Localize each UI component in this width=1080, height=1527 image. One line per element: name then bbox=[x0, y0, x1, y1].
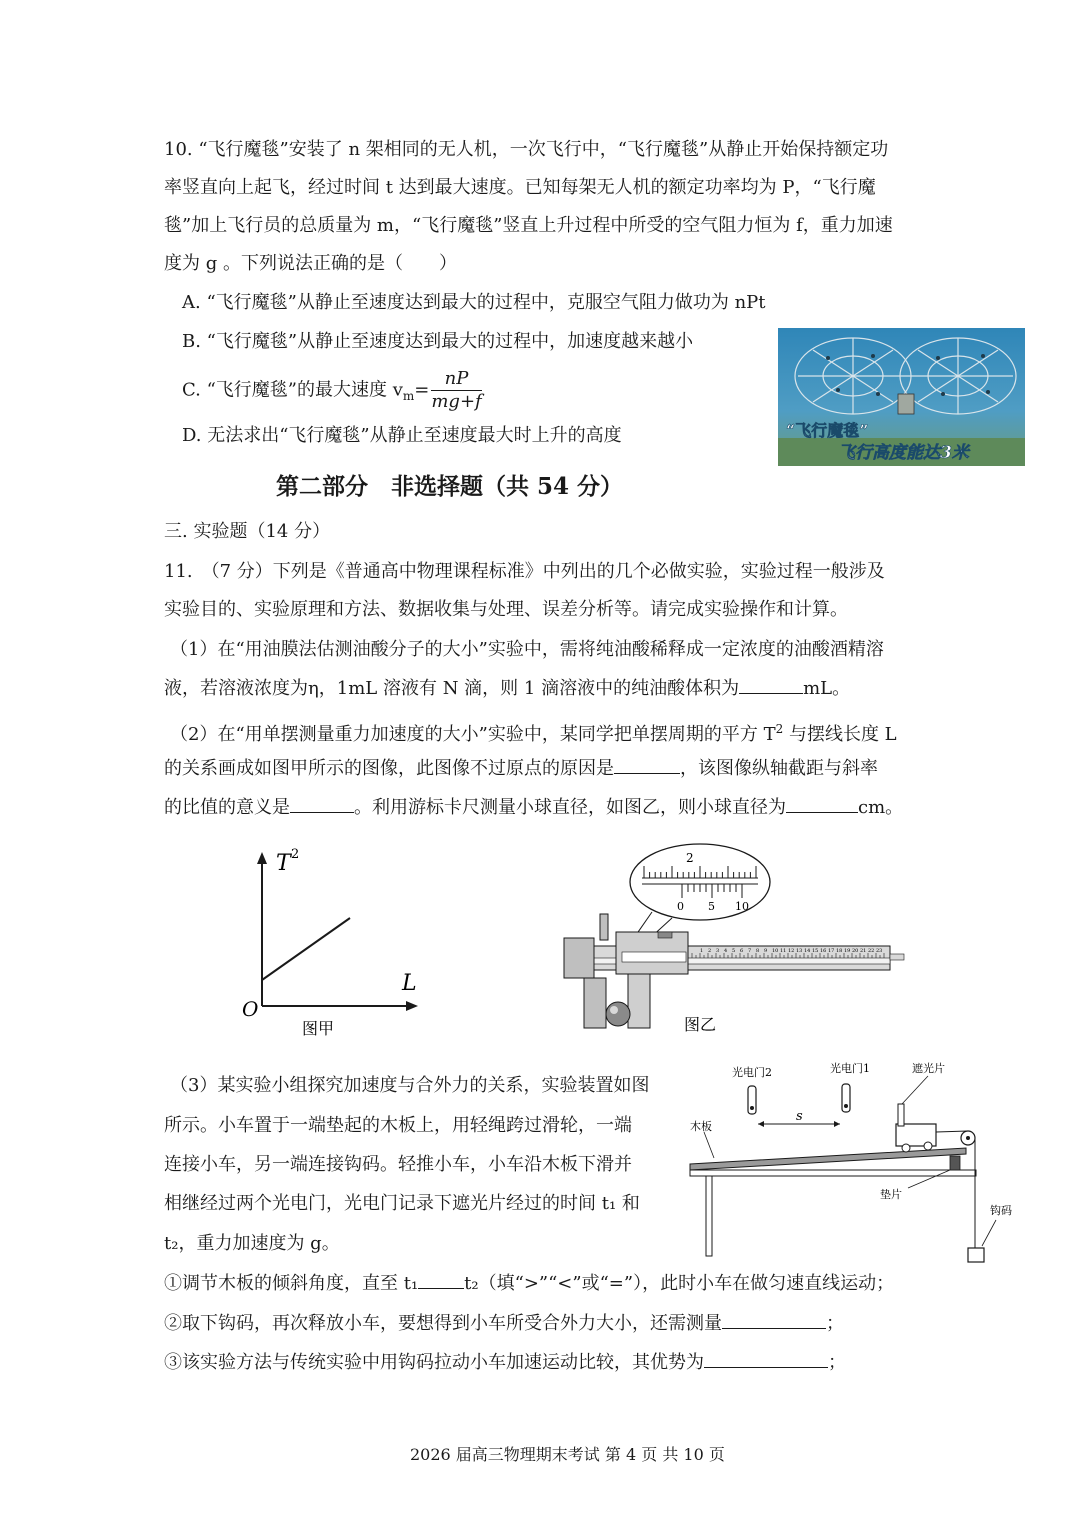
beam-scale-number: 11 bbox=[780, 948, 787, 954]
beam-scale-number: 4 bbox=[724, 948, 728, 954]
small-ball bbox=[606, 1002, 630, 1026]
beam-scale-number: 15 bbox=[812, 948, 819, 954]
p2-line3-c: cm。 bbox=[858, 797, 904, 818]
gate1-label: 光电门1 bbox=[830, 1062, 870, 1075]
answer-blank-advantage[interactable] bbox=[704, 1351, 828, 1368]
q10-option-d: D. 无法求出“飞行魔毯”从静止至速度最大时上升的高度 bbox=[182, 425, 622, 446]
beam-scale-number: 7 bbox=[748, 948, 752, 954]
beam-scale-number: 10 bbox=[772, 948, 779, 954]
beam-scale-number: 13 bbox=[796, 948, 803, 954]
vernier-label-5: 5 bbox=[708, 900, 715, 913]
beam-scale-number: 3 bbox=[716, 948, 720, 954]
section3-heading: 三. 实验题（14 分） bbox=[164, 521, 331, 542]
weight-label: 钩码 bbox=[990, 1204, 1012, 1217]
beam-scale-number: 6 bbox=[740, 948, 744, 954]
option-c-fraction bbox=[431, 368, 481, 413]
fraction-denominator: mg+f bbox=[431, 391, 482, 412]
q11-p1-line2 bbox=[164, 677, 850, 701]
step1-b: t₂（填“>”“<”或“=”），此时小车在做匀速直线运动； bbox=[464, 1273, 895, 1294]
beam-scale-number: 19 bbox=[844, 948, 851, 954]
flying-carpet-photo bbox=[778, 328, 1025, 466]
hook-weight bbox=[968, 1248, 984, 1262]
p2-line2-b: ，该图像纵轴截距与斜率 bbox=[680, 758, 878, 779]
p1-text-a: 液，若溶液浓度为η，1mL 溶液有 N 滴，则 1 滴溶液中的纯油酸体积为 bbox=[164, 678, 740, 699]
pad-label: 垫片 bbox=[880, 1188, 902, 1201]
t2-l-line bbox=[262, 918, 350, 980]
x-axis-label: L bbox=[402, 971, 417, 996]
shading-plate bbox=[898, 1104, 904, 1126]
pad-block bbox=[950, 1156, 960, 1170]
photo-caption-1: “飞行魔毯” bbox=[786, 421, 869, 440]
q10-line2: 率竖直向上起飞，经过时间 t 达到最大速度。已知每架无人机的额定功率均为 P，“飞行魔 bbox=[164, 177, 876, 198]
origin-label: O bbox=[242, 997, 259, 1021]
q11-p3-step1 bbox=[164, 1272, 894, 1296]
main-scale-label: 2 bbox=[686, 851, 694, 865]
gate2-label: 光电门2 bbox=[732, 1066, 772, 1079]
q11-p3-line1: （3）某实验小组探究加速度与合外力的关系，实验装置如图 bbox=[170, 1075, 650, 1096]
step3-a: ③该实验方法与传统实验中用钩码拉动小车加速运动比较，其优势为 bbox=[164, 1352, 704, 1373]
p1-text-b: mL。 bbox=[803, 678, 851, 699]
shade-label: 遮光片 bbox=[912, 1062, 945, 1075]
wooden-board bbox=[690, 1148, 966, 1170]
beam-scale-number: 9 bbox=[764, 948, 768, 954]
photo-caption-2: 飞行高度能达3米 bbox=[838, 443, 969, 463]
beam-scale-number: 12 bbox=[788, 948, 795, 954]
figure-jia-caption: 图甲 bbox=[302, 1019, 335, 1038]
q10-option-b: B. “飞行魔毯”从静止至速度达到最大的过程中，加速度越来越小 bbox=[182, 331, 694, 352]
movable-jaw bbox=[628, 974, 650, 1028]
p2-text-b: 与摆线长度 L bbox=[783, 724, 897, 745]
q11-line2: 实验目的、实验原理和方法、数据收集与处理、误差分析等。请完成实验操作和计算。 bbox=[164, 599, 848, 620]
zoom-bubble bbox=[630, 844, 770, 920]
option-c-sub: m bbox=[402, 389, 415, 404]
answer-blank-measure[interactable] bbox=[722, 1312, 826, 1329]
y-axis-arrow-icon bbox=[257, 852, 267, 864]
answer-blank-oleic-volume[interactable] bbox=[739, 677, 803, 694]
q10-line3: 毯”加上飞行员的总质量为 m，“飞行魔毯”竖直上升过程中所受的空气阻力恒为 f，重力加速 bbox=[164, 215, 893, 236]
fixed-jaw bbox=[584, 978, 606, 1028]
beam-scale-number: 8 bbox=[756, 948, 760, 954]
p2-line2-a: 的关系画成如图甲所示的图像，此图像不过原点的原因是 bbox=[164, 758, 614, 779]
beam-scale-number: 21 bbox=[860, 948, 867, 954]
page-footer: 2026 届高三物理期末考试 第 4 页 共 10 页 bbox=[410, 1445, 725, 1464]
fraction-numerator: nP bbox=[431, 368, 481, 391]
p2-line3-a: 的比值的意义是 bbox=[164, 797, 290, 818]
answer-blank-diameter[interactable] bbox=[786, 796, 858, 813]
p2-line3-b: 。利用游标卡尺测量小球直径，如图乙，则小球直径为 bbox=[354, 797, 786, 818]
answer-blank-reason[interactable] bbox=[614, 757, 680, 774]
q11-p3-line3: 连接小车，另一端连接钩码。轻推小车，小车沿木板下滑并 bbox=[164, 1154, 632, 1175]
beam-scale-number: 23 bbox=[876, 948, 883, 954]
figure-jia-graph bbox=[230, 840, 430, 1040]
step2-a: ②取下钩码，再次释放小车，要想得到小车所受合外力大小，还需测量 bbox=[164, 1313, 722, 1334]
q11-line1: 11. （7 分）下列是《普通高中物理课程标准》中列出的几个必做实验，实验过程一般涉及 bbox=[164, 561, 885, 582]
beam-scale-number: 20 bbox=[852, 948, 859, 954]
q11-p3-line4: 相继经过两个光电门，光电门记录下遮光片经过的时间 t₁ 和 bbox=[164, 1193, 640, 1214]
beam-scale-number: 16 bbox=[820, 948, 827, 954]
board-label: 木板 bbox=[690, 1120, 712, 1133]
q11-p3-step3 bbox=[164, 1351, 846, 1375]
figure-experiment-setup bbox=[684, 1060, 1024, 1270]
figure-yi-caliper bbox=[560, 840, 910, 1040]
q10-option-c bbox=[182, 368, 482, 413]
q10-line1: 10. “飞行魔毯”安装了 n 架相同的无人机，一次飞行中，“飞行魔毯”从静止开始保持额定功 bbox=[164, 139, 889, 160]
step3-b: ； bbox=[828, 1352, 846, 1373]
distance-s-label: s bbox=[796, 1109, 803, 1124]
beam-scale-number: 18 bbox=[836, 948, 843, 954]
beam-scale-number: 14 bbox=[804, 948, 811, 954]
q11-p3-step2 bbox=[164, 1312, 844, 1336]
y-axis-label-sup: 2 bbox=[291, 847, 300, 862]
q11-p2-line3 bbox=[164, 796, 903, 820]
table-top bbox=[690, 1170, 976, 1176]
q10-line4: 度为 g 。下列说法正确的是（ ） bbox=[164, 253, 457, 274]
q11-p3-line2: 所示。小车置于一端垫起的木板上，用轻绳跨过滑轮，一端 bbox=[164, 1115, 632, 1136]
table-leg bbox=[706, 1176, 712, 1256]
beam-scale-number: 5 bbox=[732, 948, 736, 954]
part2-title: 第二部分 非选择题（共 54 分） bbox=[276, 473, 624, 500]
answer-blank-t-compare[interactable] bbox=[418, 1272, 464, 1289]
q10-option-a: A. “飞行魔毯”从静止至速度达到最大的过程中，克服空气阻力做功为 nPt bbox=[182, 292, 766, 313]
beam-scale-number: 22 bbox=[868, 948, 875, 954]
answer-blank-meaning[interactable] bbox=[290, 796, 354, 813]
step2-b: ； bbox=[826, 1313, 844, 1334]
vernier-label-10: 10 bbox=[735, 900, 749, 913]
x-axis-arrow-icon bbox=[406, 1001, 418, 1011]
figure-yi-caption: 图乙 bbox=[684, 1015, 717, 1034]
q11-p2-line1 bbox=[170, 717, 897, 747]
beam-scale-number: 2 bbox=[708, 948, 712, 954]
step1-a: ①调节木板的倾斜角度，直至 t₁ bbox=[164, 1273, 419, 1294]
y-axis-label: T bbox=[276, 851, 291, 876]
q11-p3-line5: t₂，重力加速度为 g。 bbox=[164, 1233, 340, 1254]
beam-scale-number: 1 bbox=[700, 948, 704, 954]
q11-p2-line2 bbox=[164, 757, 878, 781]
q11-p1-line1: （1）在“用油膜法估测油酸分子的大小”实验中，需将纯油酸稀释成一定浓度的油酸酒精溶 bbox=[170, 639, 884, 660]
beam-scale-number: 17 bbox=[828, 948, 835, 954]
option-c-text: C. “飞行魔毯”的最大速度 v bbox=[182, 379, 403, 401]
p2-sup: 2 bbox=[775, 722, 784, 736]
vernier-label-0: 0 bbox=[677, 900, 684, 913]
p2-text-a: （2）在“用单摆测量重力加速度的大小”实验中，某同学把单摆周期的平方 T bbox=[170, 724, 776, 745]
option-c-eq: = bbox=[414, 379, 430, 401]
